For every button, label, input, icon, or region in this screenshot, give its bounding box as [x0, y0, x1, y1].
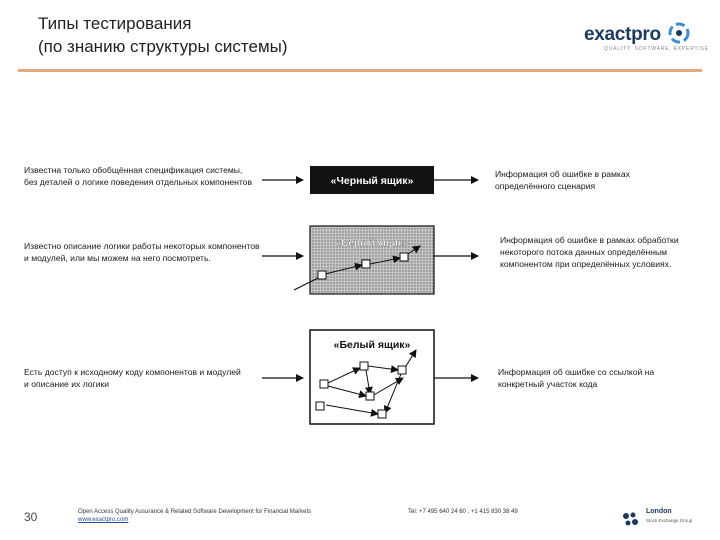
lseg-sub: Stock Exchange Group	[646, 518, 693, 523]
grey-node-1	[318, 271, 326, 279]
grey-box-left-text: Известно описание логики работы некоторых компонентов и модулей, или мы можем на него посмотреть.	[24, 241, 260, 263]
white-box-left-text: Есть доступ к исходному коду компонентов и модулей и описание их логики	[24, 367, 241, 389]
footer-website-link[interactable]: www.exactpro.com	[78, 517, 129, 523]
white-node-2	[360, 362, 368, 370]
black-box-left-text: Известна только обобщённая спецификация системы, без деталей о логике поведения отдельных компонентов	[24, 165, 253, 187]
white-box-label: «Белый ящик»	[333, 339, 411, 351]
white-node-5	[316, 402, 324, 410]
logo-name: exactpro	[584, 24, 661, 45]
lseg-logo	[620, 508, 693, 530]
footer-company-line: Open Access Quality Assurance & Related Software Development for Financial Markets	[78, 509, 312, 515]
logo-tagline: QUALITY. SOFTWARE. EXPERTISE	[604, 46, 709, 52]
white-box-right-text: Информация об ошибке со ссылкой на конкретный участок кода	[498, 367, 655, 389]
grey-box	[310, 226, 434, 294]
grey-node-3	[400, 253, 408, 261]
footer-phones: Tel: +7 495 640 24 60 , +1 415 830 38 49	[408, 509, 518, 515]
white-node-3	[398, 366, 406, 374]
grey-box-label: «Серый ящик»	[335, 238, 409, 249]
title-line-1: Типы тестирования	[38, 14, 192, 33]
white-node-1	[320, 380, 328, 388]
page-number: 30	[24, 510, 38, 524]
title-line-2: (по знанию структуры системы)	[38, 37, 288, 56]
grey-node-2	[362, 260, 370, 268]
lseg-name: London	[646, 508, 672, 515]
white-node-6	[378, 410, 386, 418]
black-box-right-text: Информация об ошибке в рамках определённого сценария	[495, 169, 630, 191]
black-box-label: «Черный ящик»	[330, 175, 414, 187]
grey-box-right-text: Информация об ошибке в рамках обработки некоторого потока данных определённым компонентом при определённых условиях.	[500, 235, 679, 269]
white-node-4	[366, 392, 374, 400]
footer-company	[78, 508, 388, 524]
lseg-crest-icon	[620, 510, 640, 528]
